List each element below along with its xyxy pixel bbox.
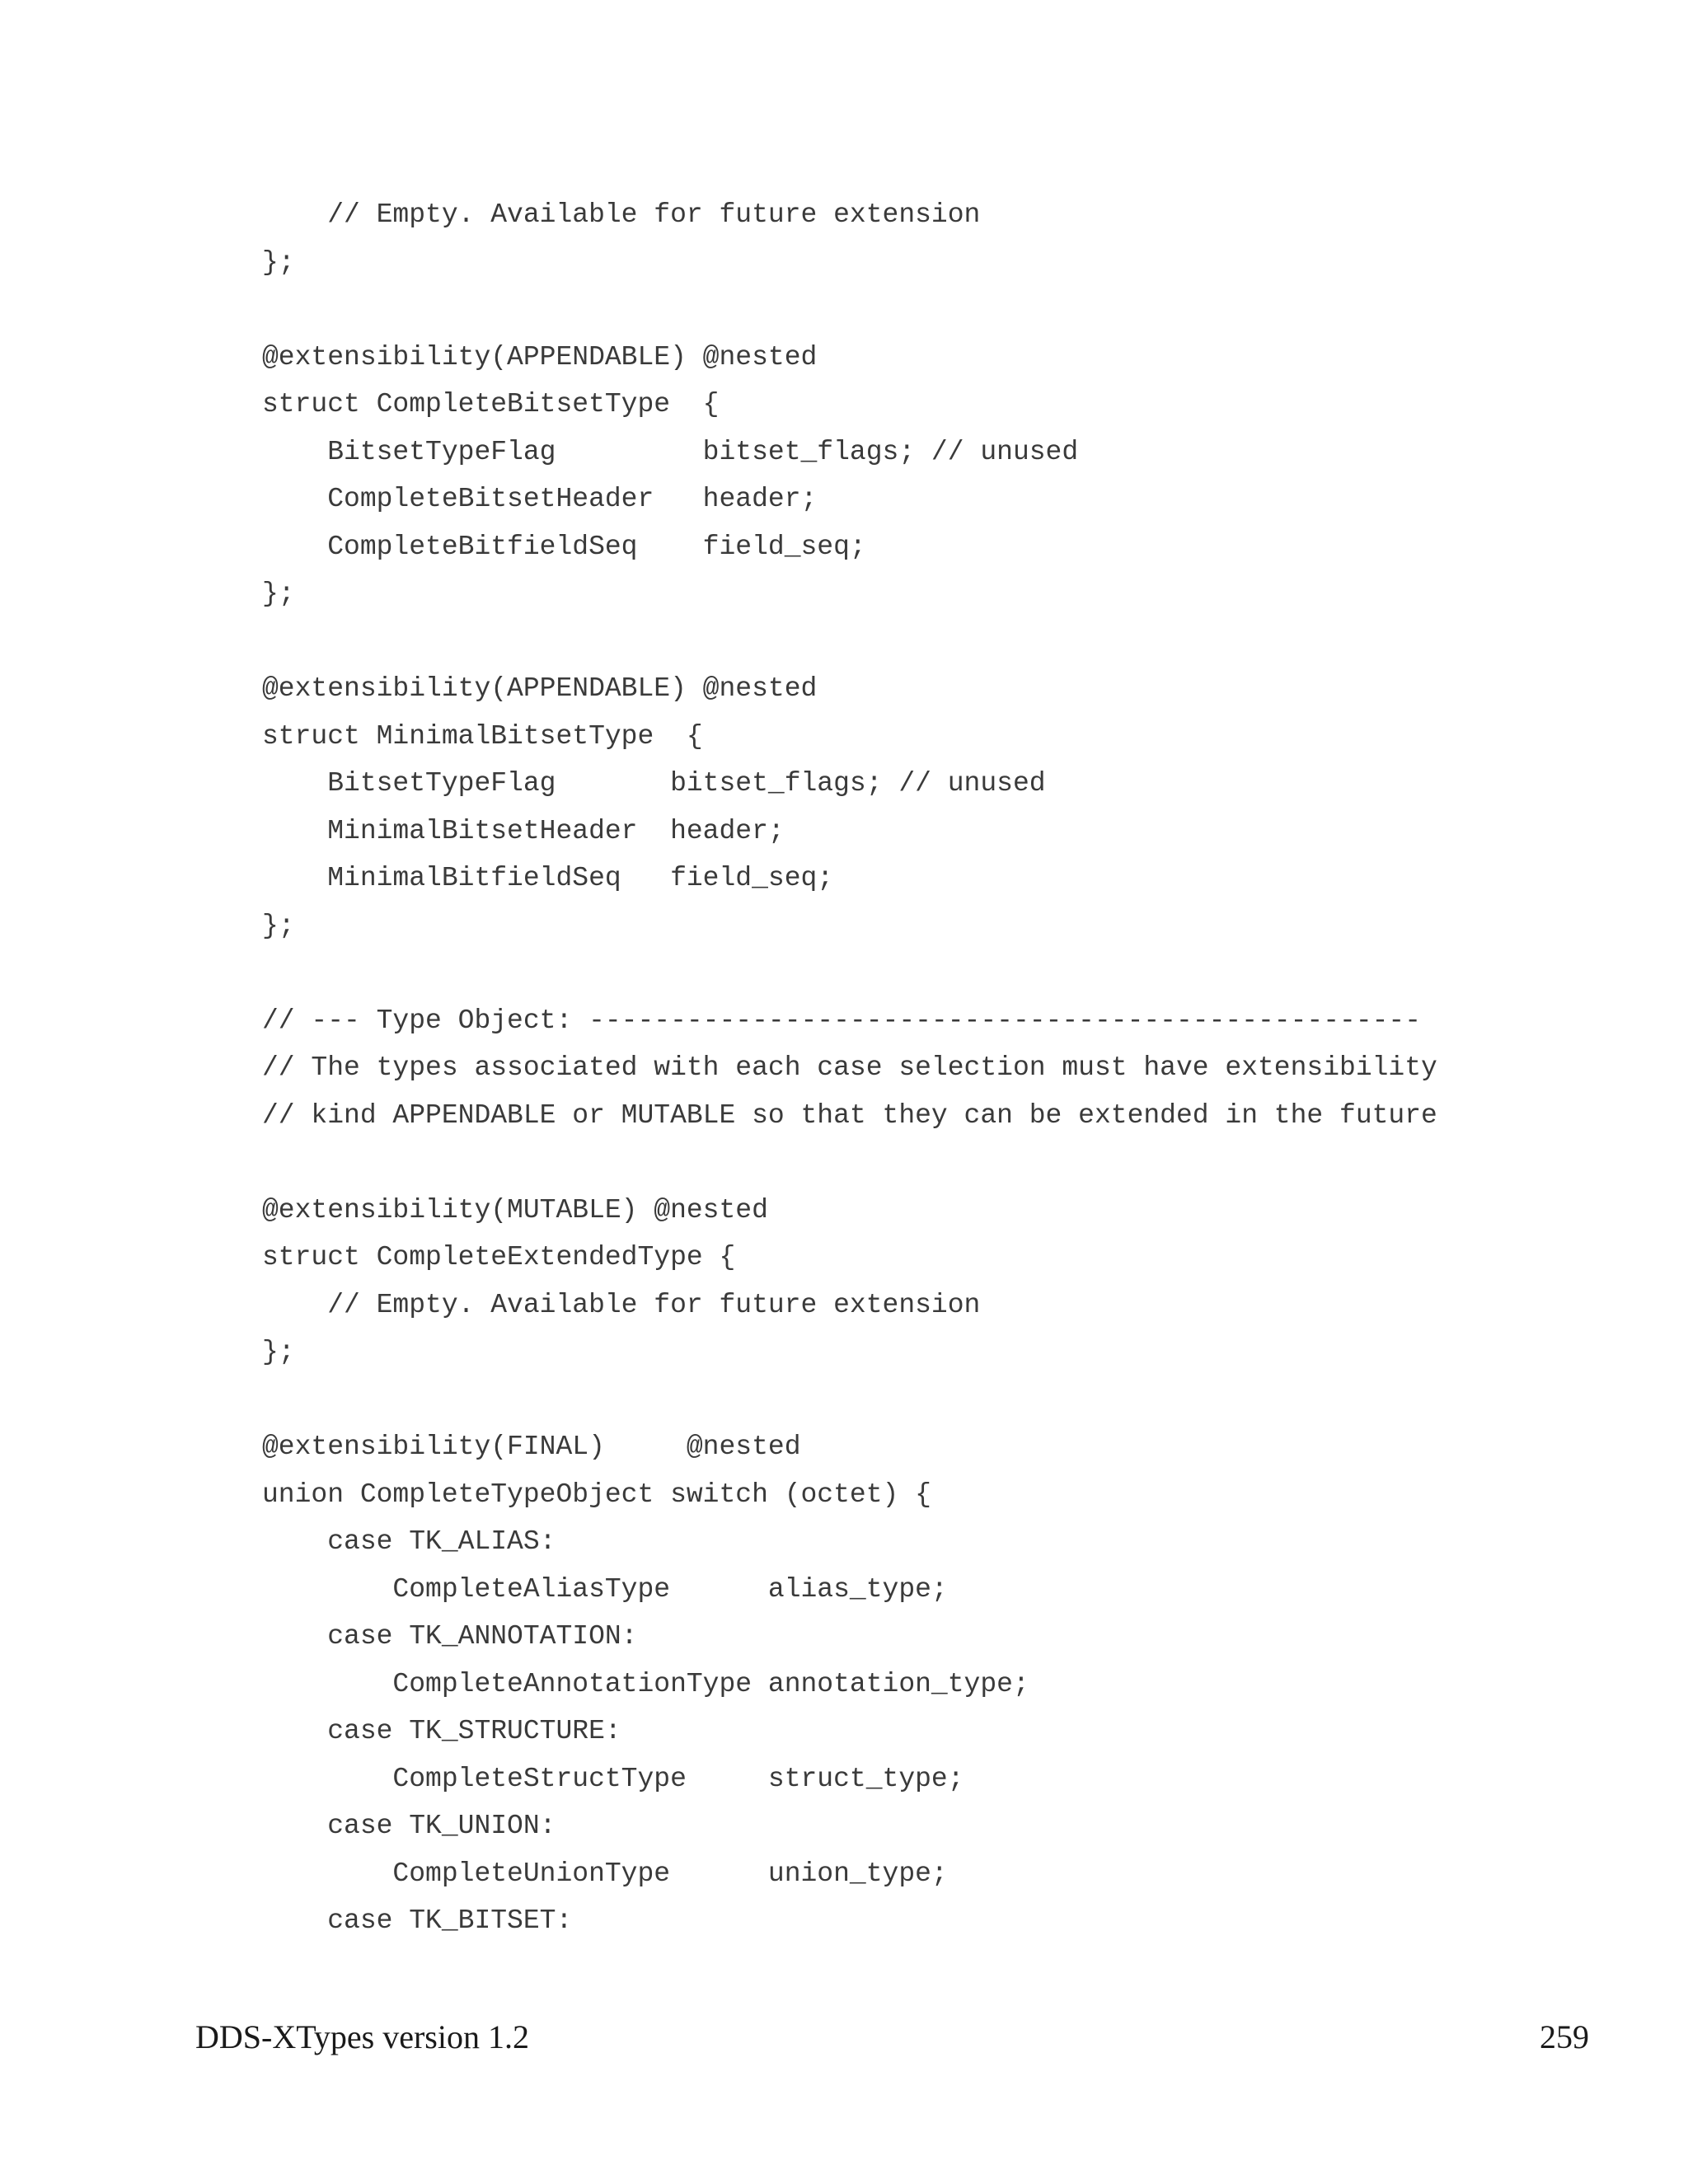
code-line: @extensibility(APPENDABLE) @nested — [262, 673, 818, 704]
code-line: @extensibility(APPENDABLE) @nested — [262, 341, 818, 373]
code-line: MinimalBitfieldSeq field_seq; — [262, 863, 834, 893]
code-line: struct MinimalBitsetType { — [262, 720, 703, 752]
code-line: // --- Type Object: --------------------------------------------------- — [262, 1005, 1422, 1036]
code-line — [262, 286, 1437, 334]
code-line: }; — [262, 910, 295, 941]
code-line: union CompleteTypeObject switch (octet) { — [262, 1479, 931, 1510]
code-line: // kind APPENDABLE or MUTABLE so that they can be extended in the future — [262, 1099, 1437, 1131]
code-line: }; — [262, 1337, 295, 1367]
code-line: case TK_ANNOTATION: — [262, 1621, 638, 1652]
footer-document-title: DDS-XTypes version 1.2 — [195, 2018, 529, 2055]
code-line — [262, 618, 1437, 666]
code-line — [262, 1139, 1437, 1187]
code-line: CompleteAliasType alias_type; — [262, 1573, 948, 1605]
code-line: CompleteBitsetHeader header; — [262, 484, 818, 514]
code-line: CompleteBitfieldSeq field_seq; — [262, 531, 866, 562]
code-line: struct CompleteBitsetType { — [262, 389, 720, 419]
code-line: struct CompleteExtendedType { — [262, 1242, 736, 1272]
code-line: CompleteUnionType union_type; — [262, 1858, 948, 1889]
code-line: @extensibility(MUTABLE) @nested — [262, 1194, 768, 1226]
code-line: MinimalBitsetHeader header; — [262, 815, 785, 846]
code-line: }; — [262, 579, 295, 609]
code-line: case TK_BITSET: — [262, 1905, 573, 1936]
code-line: }; — [262, 246, 295, 278]
code-line: BitsetTypeFlag bitset_flags; // unused — [262, 768, 1046, 799]
code-line: CompleteStructType struct_type; — [262, 1763, 964, 1794]
code-line: // Empty. Available for future extension — [262, 1289, 981, 1320]
footer-page-number: 259 — [1540, 2018, 1589, 2055]
code-line: CompleteAnnotationType annotation_type; — [262, 1668, 1029, 1699]
code-line: BitsetTypeFlag bitset_flags; // unused — [262, 436, 1079, 467]
code-line: case TK_UNION: — [262, 1811, 556, 1841]
code-line: // Empty. Available for future extension — [262, 199, 981, 230]
code-line: // The types associated with each case selection must have extensibility — [262, 1052, 1437, 1083]
code-line: case TK_ALIAS: — [262, 1526, 556, 1557]
code-line: @extensibility(FINAL) @nested — [262, 1432, 801, 1462]
code-line: case TK_STRUCTURE: — [262, 1716, 621, 1746]
code-line — [262, 949, 1437, 997]
code-line — [262, 1376, 1437, 1424]
code-listing — [262, 191, 1437, 1945]
